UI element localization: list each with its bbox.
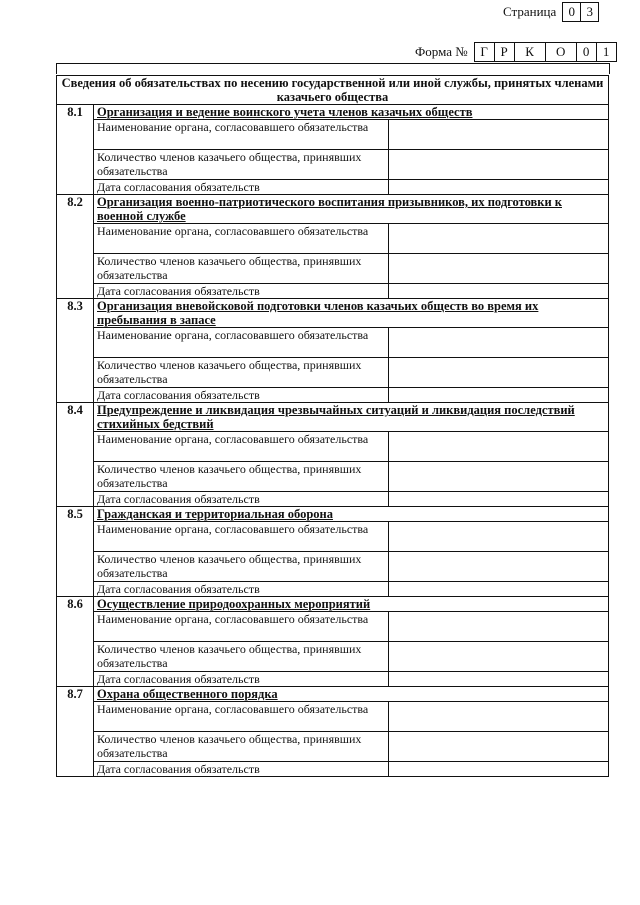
field-label: Дата согласования обязательств (94, 762, 389, 777)
field-value-cell[interactable] (389, 702, 609, 732)
section-header-row (57, 403, 609, 432)
field-row (57, 120, 609, 150)
section-title: Организация вневойсковой подготовки членов казачьих обществ во время их пребывания в запасе (94, 299, 609, 328)
field-value-cell[interactable] (389, 672, 609, 687)
field-value-cell[interactable] (389, 492, 609, 507)
field-label: Количество членов казачьего общества, принявших обязательства (94, 254, 389, 284)
field-label: Количество членов казачьего общества, принявших обязательства (94, 462, 389, 492)
form-code-char: 1 (602, 44, 610, 59)
section-title: Организация военно-патриотического воспитания призывников, их подготовки к военной службе (94, 195, 609, 224)
field-row (57, 522, 609, 552)
field-value-cell[interactable] (389, 254, 609, 284)
field-value-cell[interactable] (389, 224, 609, 254)
field-value-cell[interactable] (389, 642, 609, 672)
section-title: Организация и ведение воинского учета членов казачьих обществ (94, 105, 609, 120)
page-number-cells (562, 2, 599, 22)
field-label: Наименование органа, согласовавшего обязательства (94, 612, 389, 642)
field-label: Количество членов казачьего общества, принявших обязательства (94, 150, 389, 180)
field-row (57, 762, 609, 777)
form-code-char: К (515, 43, 546, 61)
page-label: Страница (503, 4, 557, 19)
field-label: Наименование органа, согласовавшего обязательства (94, 432, 389, 462)
field-row (57, 180, 609, 195)
page-digit: 3 (586, 4, 594, 19)
form-code-char: 0 (577, 43, 597, 61)
field-label: Наименование органа, согласовавшего обязательства (94, 702, 389, 732)
table-title: Сведения об обязательствах по несению государственной или иной службы, принятых членами казачьего общества (57, 76, 609, 105)
section-header-row (57, 507, 609, 522)
field-row (57, 732, 609, 762)
section-title: Охрана общественного порядка (94, 687, 609, 702)
field-row (57, 388, 609, 403)
field-row (57, 462, 609, 492)
form-code-cells (474, 42, 617, 62)
field-value-cell[interactable] (389, 358, 609, 388)
section-number: 8.1 (57, 105, 94, 195)
field-value-cell[interactable] (389, 180, 609, 195)
field-value-cell[interactable] (389, 328, 609, 358)
section-number: 8.3 (57, 299, 94, 403)
field-value-cell[interactable] (389, 388, 609, 403)
section-title: Предупреждение и ликвидация чрезвычайных ситуаций и ликвидация последствий стихийных бедствий (94, 403, 609, 432)
field-row (57, 328, 609, 358)
field-value-cell[interactable] (389, 552, 609, 582)
field-row (57, 672, 609, 687)
form-top-frame (56, 63, 610, 74)
field-row (57, 612, 609, 642)
field-label: Количество членов казачьего общества, принявших обязательства (94, 358, 389, 388)
field-value-cell[interactable] (389, 120, 609, 150)
field-label: Дата согласования обязательств (94, 284, 389, 299)
section-header-row (57, 105, 609, 120)
field-value-cell[interactable] (389, 462, 609, 492)
field-label: Количество членов казачьего общества, принявших обязательства (94, 642, 389, 672)
field-row (57, 582, 609, 597)
section-header-row (57, 195, 609, 224)
field-row (57, 552, 609, 582)
field-label: Дата согласования обязательств (94, 388, 389, 403)
field-label: Дата согласования обязательств (94, 180, 389, 195)
field-label: Дата согласования обязательств (94, 582, 389, 597)
field-value-cell[interactable] (389, 732, 609, 762)
field-label: Дата согласования обязательств (94, 672, 389, 687)
page-number-header (503, 2, 599, 22)
form-code-char: О (546, 43, 577, 61)
field-value-cell[interactable] (389, 522, 609, 552)
field-row (57, 254, 609, 284)
section-number: 8.6 (57, 597, 94, 687)
section-number: 8.7 (57, 687, 94, 777)
field-value-cell[interactable] (389, 582, 609, 597)
field-row (57, 358, 609, 388)
field-label: Наименование органа, согласовавшего обязательства (94, 328, 389, 358)
section-title: Осуществление природоохранных мероприятий (94, 597, 609, 612)
field-row (57, 702, 609, 732)
section-header-row (57, 687, 609, 702)
field-label: Наименование органа, согласовавшего обязательства (94, 522, 389, 552)
field-value-cell[interactable] (389, 762, 609, 777)
field-row (57, 284, 609, 299)
field-row (57, 224, 609, 254)
section-header-row (57, 597, 609, 612)
field-label: Количество членов казачьего общества, принявших обязательства (94, 732, 389, 762)
form-code-char: Р (495, 43, 515, 61)
section-title: Гражданская и территориальная оборона (94, 507, 609, 522)
form-code-char: Г (475, 43, 495, 61)
field-value-cell[interactable] (389, 432, 609, 462)
field-row (57, 492, 609, 507)
page-digit: 0 (563, 3, 581, 21)
section-number: 8.5 (57, 507, 94, 597)
field-label: Дата согласования обязательств (94, 492, 389, 507)
field-value-cell[interactable] (389, 612, 609, 642)
section-header-row (57, 299, 609, 328)
form-label: Форма № (415, 44, 468, 59)
field-label: Наименование органа, согласовавшего обязательства (94, 120, 389, 150)
field-value-cell[interactable] (389, 150, 609, 180)
field-row (57, 642, 609, 672)
section-number: 8.4 (57, 403, 94, 507)
section-number: 8.2 (57, 195, 94, 299)
field-label: Количество членов казачьего общества, принявших обязательства (94, 552, 389, 582)
form-number-header (415, 42, 617, 62)
field-row (57, 150, 609, 180)
field-row (57, 432, 609, 462)
field-value-cell[interactable] (389, 284, 609, 299)
obligations-table (56, 75, 609, 777)
field-label: Наименование органа, согласовавшего обязательства (94, 224, 389, 254)
